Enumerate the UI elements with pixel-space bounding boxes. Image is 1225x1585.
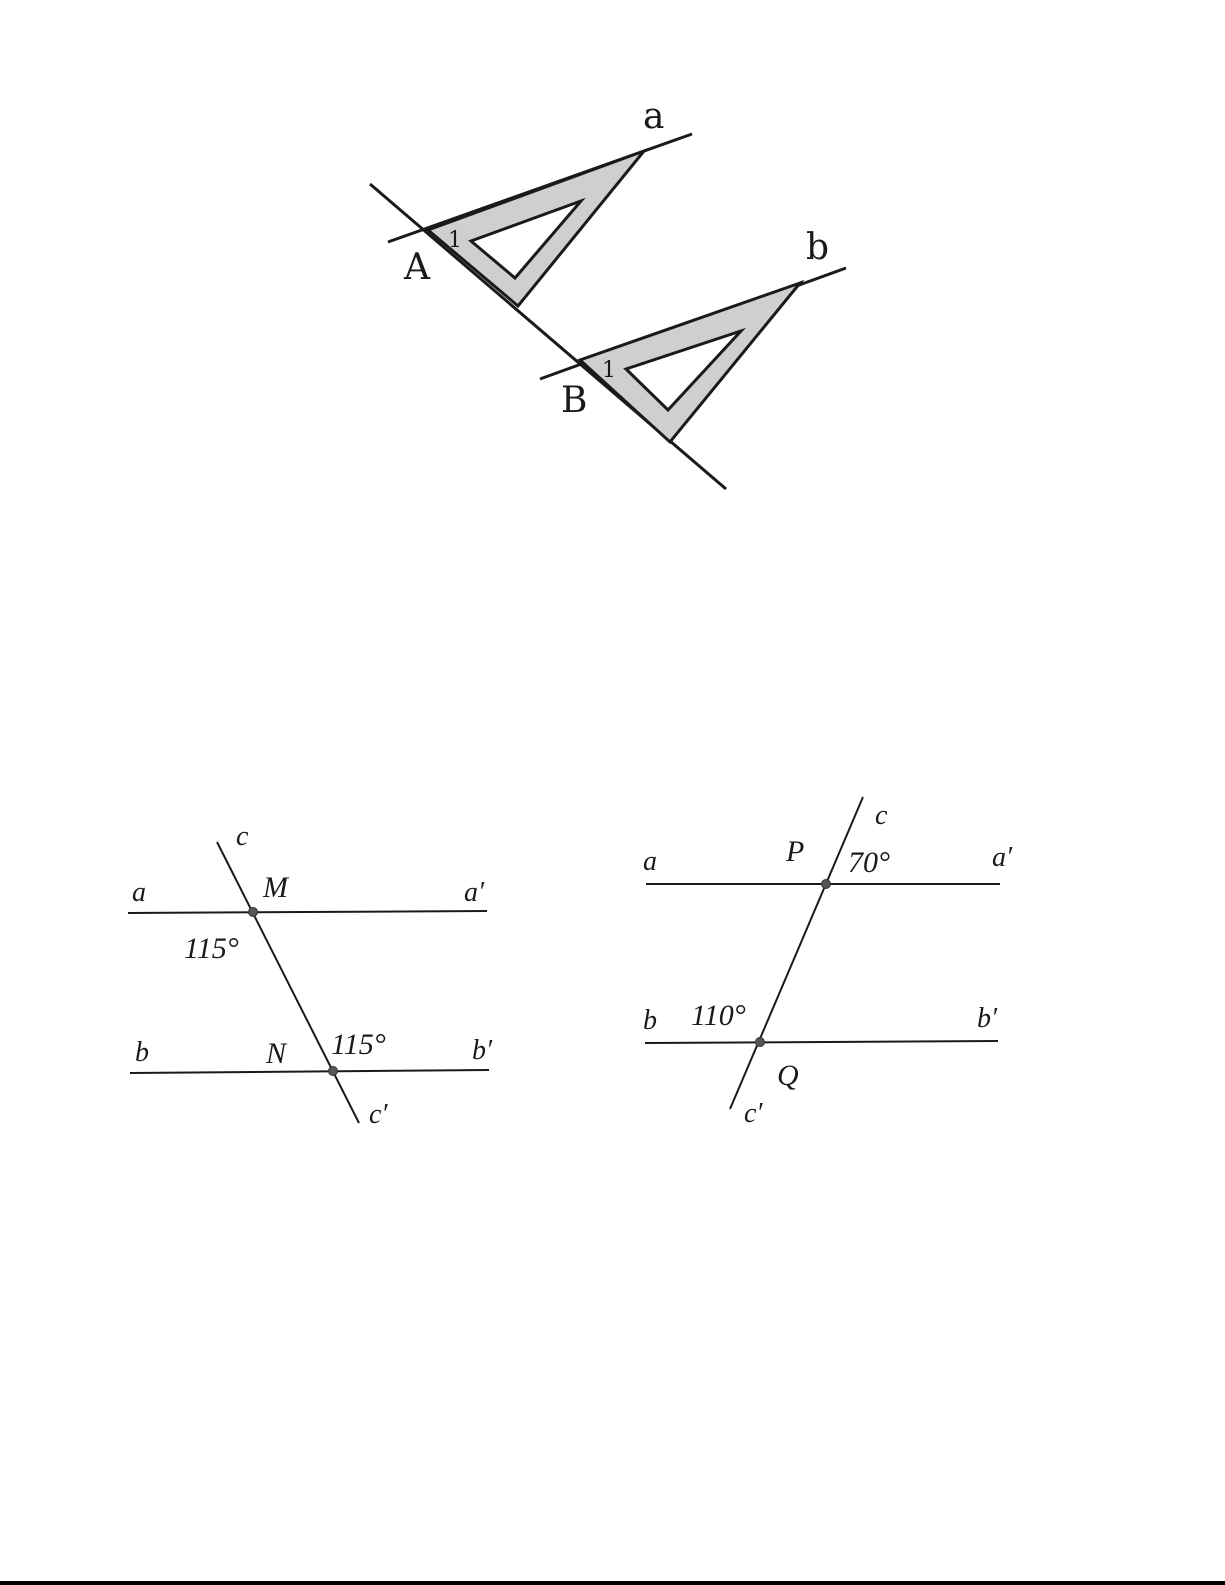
point-Q <box>756 1038 765 1047</box>
line-b-bprime <box>645 1041 998 1043</box>
label-point-B: B <box>561 380 588 421</box>
label-N: N <box>266 1037 287 1070</box>
label-point-A: A <box>404 247 430 288</box>
label-b: b <box>643 1005 657 1036</box>
label-a: a <box>132 877 146 908</box>
label-angle-1-top: 1 <box>448 228 462 253</box>
label-line-a: a <box>643 96 665 137</box>
point-P <box>822 880 831 889</box>
label-M: M <box>263 871 288 904</box>
line-a-aprime <box>128 911 487 913</box>
set-square-figure <box>370 96 846 489</box>
label-angle-70: 70° <box>848 846 890 879</box>
line-b-bprime <box>130 1070 489 1073</box>
label-line-b: b <box>806 227 830 268</box>
label-Q: Q <box>777 1059 799 1092</box>
point-M <box>249 908 258 917</box>
label-angle-115-M: 115° <box>184 932 239 965</box>
label-c-prime: c′ <box>369 1099 388 1130</box>
label-angle-1-bottom: 1 <box>602 358 616 383</box>
label-a-prime: a′ <box>464 877 485 908</box>
label-c: c <box>875 800 888 831</box>
label-angle-110: 110° <box>691 999 746 1032</box>
label-a-prime: a′ <box>992 842 1013 873</box>
label-P: P <box>786 835 805 868</box>
transversal-c <box>217 842 359 1123</box>
label-a: a <box>643 846 657 877</box>
label-angle-115-N: 115° <box>331 1028 386 1061</box>
point-N <box>329 1067 338 1076</box>
figure-pq-70-110 <box>643 797 1013 1129</box>
label-c: c <box>236 821 249 852</box>
label-b-prime: b′ <box>472 1035 493 1066</box>
figure-mn-115 <box>128 821 493 1130</box>
label-c-prime: c′ <box>744 1098 763 1129</box>
label-b-prime: b′ <box>977 1003 998 1034</box>
bottom-border <box>0 1581 1225 1585</box>
label-b: b <box>135 1037 149 1068</box>
